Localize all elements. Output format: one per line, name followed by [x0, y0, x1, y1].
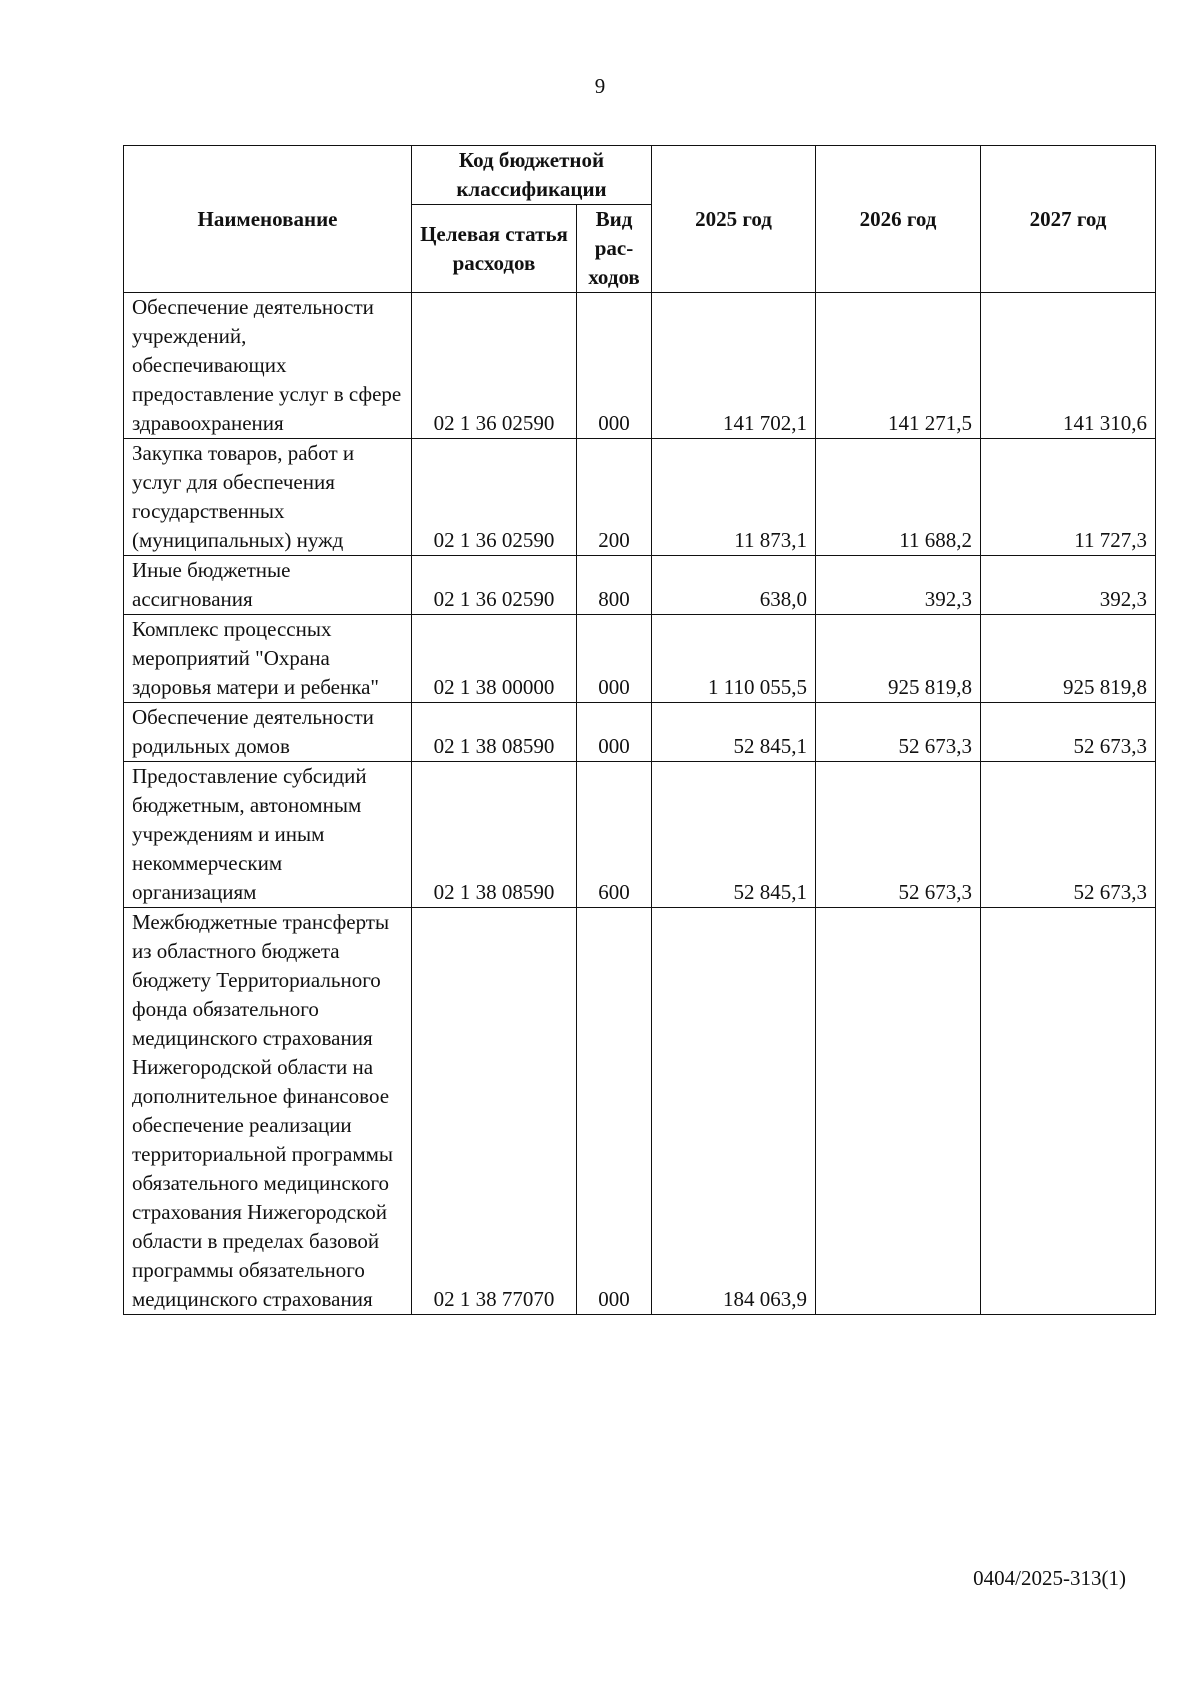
row-amount-2026 [816, 908, 981, 1315]
row-amount-2027: 52 673,3 [981, 703, 1156, 762]
header-year-2026: 2026 год [816, 146, 981, 293]
row-amount-2025: 52 845,1 [652, 703, 816, 762]
row-amount-2027: 392,3 [981, 556, 1156, 615]
row-expense-type: 000 [577, 703, 652, 762]
row-amount-2027: 11 727,3 [981, 439, 1156, 556]
document-code: 0404/2025-313(1) [973, 1566, 1126, 1590]
row-target-article: 02 1 38 00000 [412, 615, 577, 703]
row-amount-2026: 925 819,8 [816, 615, 981, 703]
row-target-article: 02 1 36 02590 [412, 293, 577, 439]
row-name: Иные бюджетные ассигнования [124, 556, 412, 615]
row-target-article: 02 1 38 77070 [412, 908, 577, 1315]
table-row [124, 615, 1156, 703]
row-amount-2025: 184 063,9 [652, 908, 816, 1315]
row-expense-type: 600 [577, 762, 652, 908]
row-expense-type: 800 [577, 556, 652, 615]
row-amount-2026: 52 673,3 [816, 762, 981, 908]
row-name: Обеспечение деятельности родильных домов [124, 703, 412, 762]
row-target-article: 02 1 38 08590 [412, 703, 577, 762]
row-amount-2025: 52 845,1 [652, 762, 816, 908]
row-expense-type: 000 [577, 293, 652, 439]
row-target-article: 02 1 36 02590 [412, 556, 577, 615]
table-row [124, 762, 1156, 908]
row-target-article: 02 1 38 08590 [412, 762, 577, 908]
row-amount-2026: 392,3 [816, 556, 981, 615]
header-name: Наименование [124, 146, 412, 293]
header-expense-type: Вид рас-ходов [577, 205, 652, 293]
row-amount-2025: 141 702,1 [652, 293, 816, 439]
table-row [124, 908, 1156, 1315]
row-amount-2027: 925 819,8 [981, 615, 1156, 703]
header-year-2025: 2025 год [652, 146, 816, 293]
row-expense-type: 000 [577, 908, 652, 1315]
row-amount-2026: 141 271,5 [816, 293, 981, 439]
table-row [124, 293, 1156, 439]
table-row [124, 703, 1156, 762]
row-amount-2025: 1 110 055,5 [652, 615, 816, 703]
budget-table [123, 145, 1156, 1315]
row-amount-2027: 52 673,3 [981, 762, 1156, 908]
row-name: Межбюджетные трансферты из областного бюджета бюджету Территориального фонда обязательного медицинского страхования Нижегородской области на дополнительное финансовое обеспечение реализации территориальной программы обязательного медицинского страхования Нижегородской области в пределах базовой программы обязательного медицинского страхования [124, 908, 412, 1315]
row-name: Закупка товаров, работ и услуг для обеспечения государственных (муниципальных) нужд [124, 439, 412, 556]
row-amount-2025: 11 873,1 [652, 439, 816, 556]
row-amount-2027 [981, 908, 1156, 1315]
row-name: Комплекс процессных мероприятий "Охрана здоровья матери и ребенка" [124, 615, 412, 703]
row-target-article: 02 1 36 02590 [412, 439, 577, 556]
page-number: 9 [594, 74, 606, 98]
header-budget-code: Код бюджетной классификации [412, 146, 652, 205]
header-year-2027: 2027 год [981, 146, 1156, 293]
header-target-article: Целевая статья расходов [412, 205, 577, 293]
row-amount-2026: 52 673,3 [816, 703, 981, 762]
row-amount-2025: 638,0 [652, 556, 816, 615]
table-row [124, 439, 1156, 556]
row-expense-type: 000 [577, 615, 652, 703]
row-name: Обеспечение деятельности учреждений, обеспечивающих предоставление услуг в сфере здравоохранения [124, 293, 412, 439]
table-row [124, 556, 1156, 615]
row-expense-type: 200 [577, 439, 652, 556]
row-amount-2026: 11 688,2 [816, 439, 981, 556]
row-amount-2027: 141 310,6 [981, 293, 1156, 439]
row-name: Предоставление субсидий бюджетным, автономным учреждениям и иным некоммерческим организациям [124, 762, 412, 908]
